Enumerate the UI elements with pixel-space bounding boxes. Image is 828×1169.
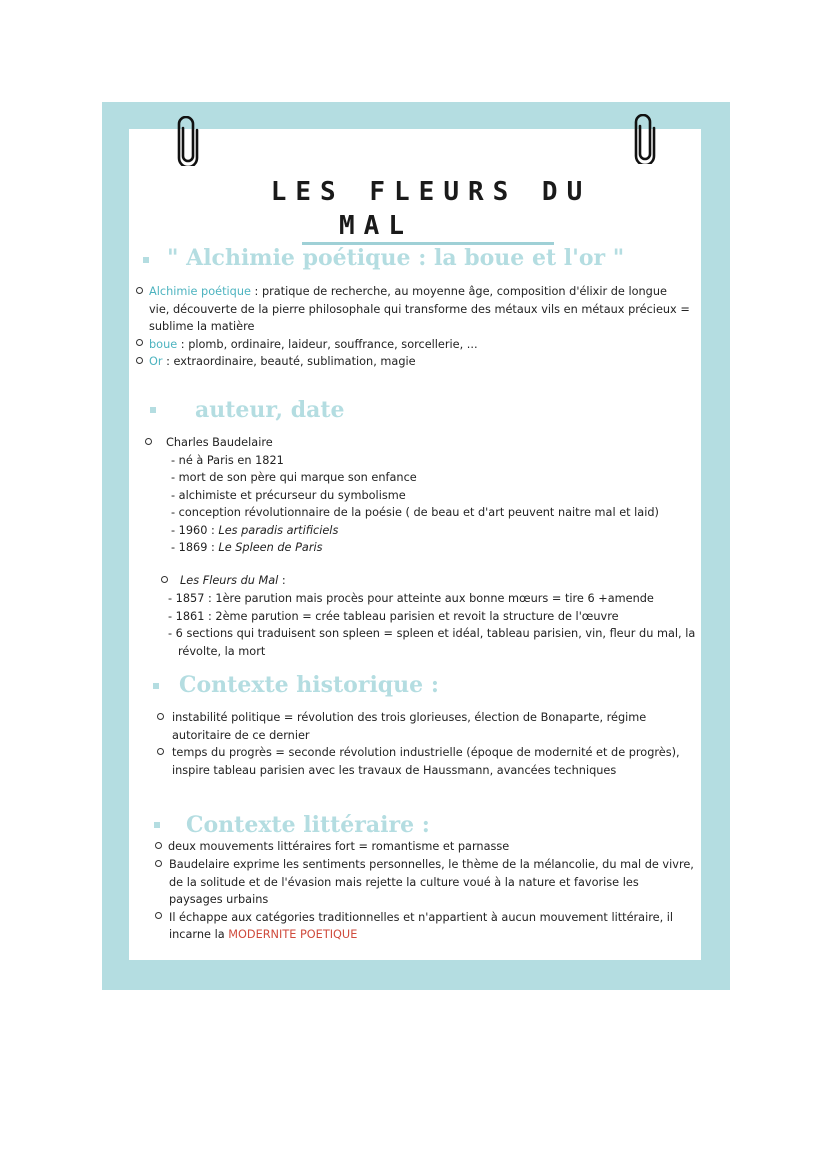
bullet-circle: [155, 860, 162, 867]
bullet-circle: [136, 287, 143, 294]
bullet-circle: [145, 438, 152, 445]
list-item: Or : extraordinaire, beauté, sublimation, magie: [149, 355, 416, 368]
list-item-cont: autoritaire de ce dernier: [172, 728, 310, 742]
content-card: [129, 129, 701, 960]
list-item-cont: inspire tableau parisien avec les travaux de Haussmann, avancées techniques: [172, 763, 617, 777]
list-item: boue : plomb, ordinaire, laideur, souffrance, sorcellerie, ...: [149, 337, 478, 351]
list-item: Alchimie poétique : pratique de recherche, au moyenne âge, composition d'élixir de longue: [149, 285, 667, 298]
list-item-cont: révolte, la mort: [178, 644, 266, 658]
list-item: - 1960 : Les paradis artificiels: [171, 523, 339, 537]
section-bullet: [154, 822, 160, 828]
title-line-2: MAL: [339, 211, 413, 241]
list-item: instabilité politique = révolution des trois glorieuses, élection de Bonaparte, régime: [172, 711, 647, 724]
list-item: - mort de son père qui marque son enfance: [171, 471, 417, 484]
section-heading-auteur: auteur, date: [195, 397, 345, 423]
list-item-cont: incarne la MODERNITE POETIQUE: [169, 928, 358, 941]
title-line-1: LES FLEURS DU: [270, 177, 592, 207]
section-heading-alchimie: " Alchimie poétique : la boue et l'or ": [167, 245, 625, 271]
highlight-modernite: MODERNITE POETIQUE: [228, 928, 358, 941]
bullet-circle: [155, 842, 162, 849]
bullet-circle: [136, 339, 143, 346]
book-title: Les Fleurs du Mal :: [180, 574, 286, 587]
bullet-circle: [136, 357, 143, 364]
list-item-cont: paysages urbains: [169, 893, 269, 906]
list-item-cont: sublime la matière: [149, 320, 255, 333]
list-item: - 1861 : 2ème parution = crée tableau parisien et revoit la structure de l'œuvre: [168, 609, 619, 623]
bullet-circle: [161, 576, 168, 583]
list-item: deux mouvements littéraires fort = romantisme et parnasse: [168, 840, 510, 853]
list-item-cont: de la solitude et de l'évasion mais rejette la culture voué à la nature et favorise les: [169, 875, 639, 889]
page-frame: [102, 102, 730, 990]
list-item: - alchimiste et précurseur du symbolisme: [171, 488, 406, 502]
list-item: - 6 sections qui traduisent son spleen = spleen et idéal, tableau parisien, vin, fleur du mal, la: [168, 627, 696, 640]
bullet-circle: [155, 912, 162, 919]
section-heading-historique: Contexte historique :: [179, 672, 439, 698]
section-bullet: [153, 683, 159, 689]
author-name: Charles Baudelaire: [166, 436, 273, 449]
paperclip-right-icon: [634, 114, 656, 164]
list-item: Baudelaire exprime les sentiments personnelles, le thème de la mélancolie, du mal de vivre,: [169, 858, 694, 871]
list-item: Il échappe aux catégories traditionnelles et n'appartient à aucun mouvement littéraire, il: [169, 910, 674, 924]
list-item-cont: vie, découverte de la pierre philosophale qui transforme des métaux vils en métaux précieux =: [149, 302, 690, 316]
list-item: - 1857 : 1ère parution mais procès pour atteinte aux bonne mœurs = tire 6 +amende: [168, 592, 654, 605]
paperclip-left-icon: [177, 116, 199, 166]
list-item: - conception révolutionnaire de la poésie ( de beau et d'art peuvent naitre mal et laid): [171, 506, 659, 519]
list-item: - né à Paris en 1821: [171, 453, 284, 467]
list-item: - 1869 : Le Spleen de Paris: [171, 541, 323, 554]
section-bullet: [150, 407, 156, 413]
bullet-circle: [157, 748, 164, 755]
section-heading-litteraire: Contexte littéraire :: [186, 812, 430, 838]
page-title: [129, 175, 701, 243]
bullet-circle: [157, 713, 164, 720]
section-bullet: [143, 257, 149, 263]
list-item: temps du progrès = seconde révolution industrielle (époque de modernité et de progrès),: [172, 746, 680, 759]
